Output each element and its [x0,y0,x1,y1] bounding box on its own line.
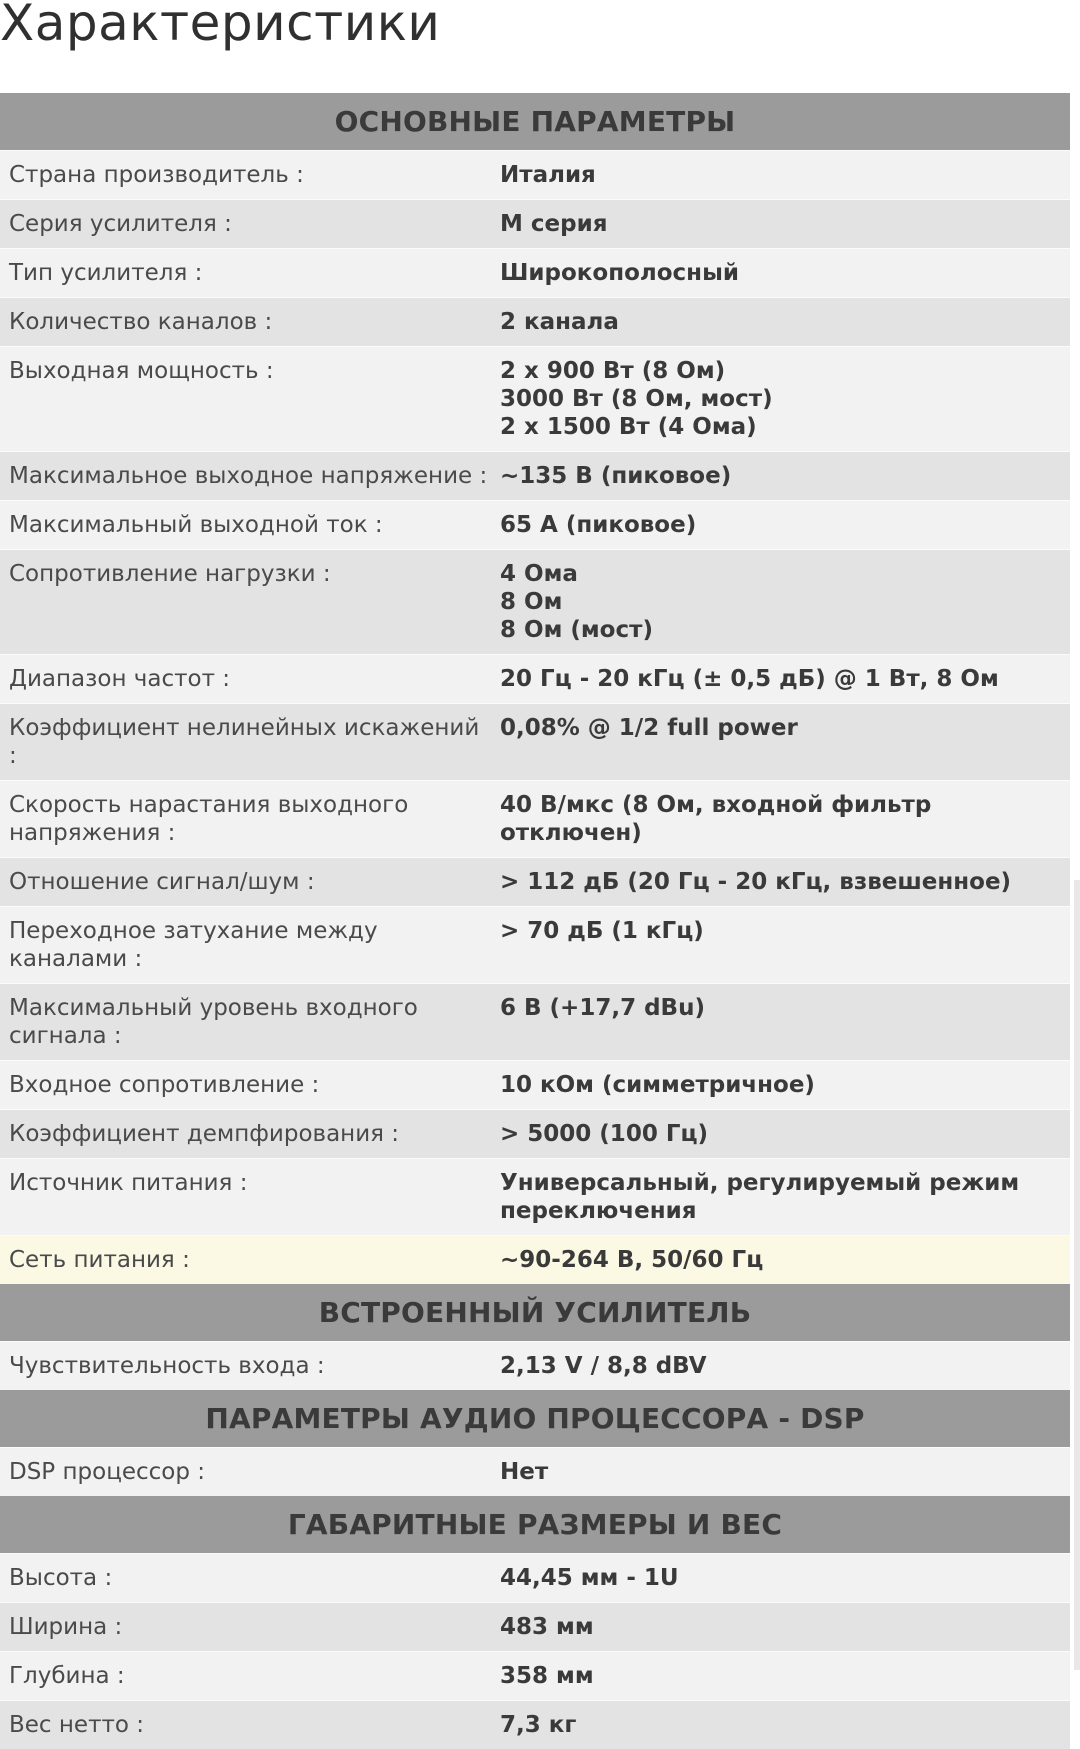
spec-row [0,703,1070,780]
spec-row [0,1060,1070,1109]
spec-value [500,511,1070,539]
spec-value-line: 2 x 900 Вт (8 Ом) [500,358,726,384]
spec-label: DSP процессор : [9,1459,206,1485]
spec-label: Серия усилителя : [9,211,232,237]
spec-row [0,1553,1070,1602]
spec-value-line: 7,3 кг [500,1712,577,1738]
section-header: ОСНОВНЫЕ ПАРАМЕТРЫ [0,93,1070,150]
spec-value-line: 4 Ома [500,561,578,587]
spec-value-line: 44,45 мм - 1U [500,1565,679,1591]
section-header: ПАРАМЕТРЫ АУДИО ПРОЦЕССОРА - DSP [0,1390,1070,1447]
spec-row [0,1602,1070,1651]
specs-table [0,93,1070,1749]
spec-row [0,500,1070,549]
spec-label: Коэффициент нелинейных искажений : [9,715,480,769]
spec-value-line: 65 А (пиковое) [500,512,697,538]
spec-value [500,1564,1070,1592]
spec-value [500,161,1070,189]
spec-value [500,210,1070,238]
spec-row [0,1341,1070,1390]
spec-label: Источник питания : [9,1170,248,1196]
spec-row [0,780,1070,857]
spec-label: Входное сопротивление : [9,1072,320,1098]
page-title: Характеристики [0,0,441,52]
spec-row [0,451,1070,500]
spec-value [500,1711,1070,1739]
spec-value [500,1169,1070,1225]
spec-value-line: > 5000 (100 Гц) [500,1121,709,1147]
spec-label: Максимальный уровень входного сигнала : [9,995,418,1049]
spec-value-line: M серия [500,211,608,237]
spec-value-line: 2 канала [500,309,619,335]
spec-value-line: > 70 дБ (1 кГц) [500,918,704,944]
spec-label: Скорость нарастания выходного напряжения : [9,792,409,846]
spec-label: Переходное затухание между каналами : [9,918,378,972]
spec-value [500,1120,1070,1148]
spec-value-line: ~90-264 В, 50/60 Гц [500,1247,764,1273]
spec-value [500,560,1070,644]
spec-value-line: 483 мм [500,1614,594,1640]
spec-value-line: Нет [500,1459,549,1485]
spec-row [0,1158,1070,1235]
spec-row [0,1109,1070,1158]
spec-label: Диапазон частот : [9,666,231,692]
spec-value [500,1071,1070,1099]
spec-value [500,1662,1070,1690]
scrollbar[interactable] [1074,880,1080,1670]
spec-value-line: 3000 Вт (8 Ом, мост) [500,386,773,412]
spec-row [0,150,1070,199]
spec-label: Максимальное выходное напряжение : [9,463,488,489]
spec-row [0,1651,1070,1700]
spec-value-line: Широкополосный [500,260,739,286]
spec-value-line: 8 Ом [500,589,563,615]
spec-label: Глубина : [9,1663,125,1689]
spec-value-line: 2 x 1500 Вт (4 Ома) [500,414,757,440]
spec-value [500,917,1070,973]
spec-value-line: Универсальный, регулируемый режим переключения [500,1170,1020,1224]
spec-row [0,199,1070,248]
spec-row [0,906,1070,983]
spec-label: Коэффициент демпфирования : [9,1121,400,1147]
spec-value [500,868,1070,896]
section-header: ГАБАРИТНЫЕ РАЗМЕРЫ И ВЕС [0,1496,1070,1553]
spec-label: Сопротивление нагрузки : [9,561,331,587]
spec-row [0,248,1070,297]
spec-label: Чувствительность входа : [9,1353,325,1379]
spec-row [0,1235,1070,1284]
spec-value [500,357,1070,441]
spec-row [0,1700,1070,1749]
spec-label: Сеть питания : [9,1247,190,1273]
spec-value [500,308,1070,336]
spec-label: Страна производитель : [9,162,304,188]
spec-row [0,654,1070,703]
spec-row [0,549,1070,654]
spec-value-line: Италия [500,162,596,188]
spec-value-line: 40 В/мкс (8 Ом, входной фильтр отключен) [500,792,932,846]
spec-value-line: 2,13 V / 8,8 dBV [500,1353,707,1379]
spec-label: Тип усилителя : [9,260,203,286]
spec-row [0,983,1070,1060]
spec-row [0,857,1070,906]
spec-value [500,665,1070,693]
spec-value-line: 6 В (+17,7 dBu) [500,995,705,1021]
spec-label: Количество каналов : [9,309,273,335]
spec-value-line: > 112 дБ (20 Гц - 20 кГц, взвешенное) [500,869,1012,895]
spec-value [500,259,1070,287]
spec-label: Максимальный выходной ток : [9,512,383,538]
spec-value [500,714,1070,770]
spec-value-line: 358 мм [500,1663,594,1689]
spec-value-line: ~135 В (пиковое) [500,463,732,489]
spec-value [500,1613,1070,1641]
spec-value-line: 0,08% @ 1/2 full power [500,715,798,741]
section-header: ВСТРОЕННЫЙ УСИЛИТЕЛЬ [0,1284,1070,1341]
spec-row [0,297,1070,346]
spec-value-line: 10 кОм (симметричное) [500,1072,815,1098]
spec-value-line: 20 Гц - 20 кГц (± 0,5 дБ) @ 1 Вт, 8 Ом [500,666,999,692]
spec-value [500,462,1070,490]
spec-label: Высота : [9,1565,113,1591]
spec-value-line: 8 Ом (мост) [500,617,653,643]
spec-label: Вес нетто : [9,1712,145,1738]
spec-value [500,1458,1070,1486]
spec-value [500,994,1070,1050]
spec-value [500,791,1070,847]
spec-value [500,1352,1070,1380]
spec-label: Ширина : [9,1614,123,1640]
spec-value [500,1246,1070,1274]
spec-row [0,346,1070,451]
spec-row [0,1447,1070,1496]
spec-label: Выходная мощность : [9,358,274,384]
spec-label: Отношение сигнал/шум : [9,869,315,895]
